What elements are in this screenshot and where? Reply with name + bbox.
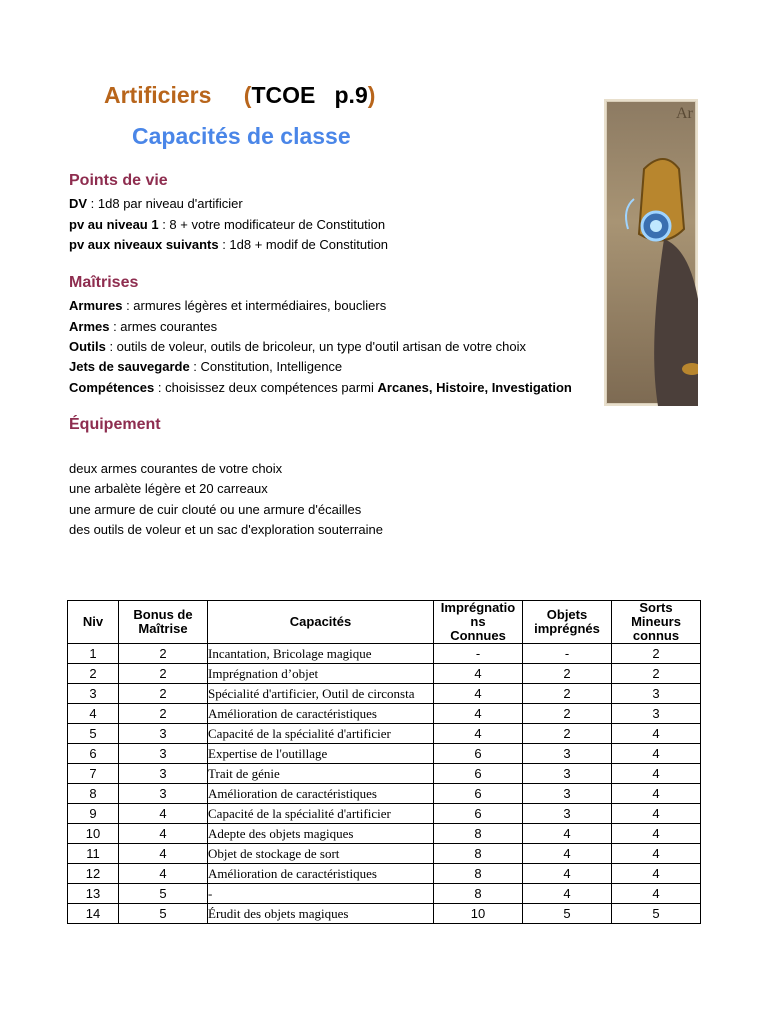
cell-level: 4 (68, 704, 119, 724)
header-line: Mineurs (631, 614, 681, 629)
cell-bonus: 5 (119, 884, 208, 904)
cell-infusions: 8 (434, 844, 523, 864)
table-header-row (68, 601, 701, 644)
cell-infused-items: 5 (523, 904, 612, 924)
cell-bonus: 4 (119, 804, 208, 824)
cell-infused-items: 2 (523, 704, 612, 724)
header-line: Bonus de (133, 607, 193, 622)
weapons-label: Armes (69, 319, 110, 334)
hit-die-text: : 1d8 par niveau d'artificier (87, 196, 243, 211)
header-line: ns (470, 614, 486, 629)
cell-features: Amélioration de caractéristiques (208, 864, 434, 884)
cell-features: Amélioration de caractéristiques (208, 704, 434, 724)
cell-level: 6 (68, 744, 119, 764)
table-row (68, 804, 701, 824)
hit-die-label: DV (69, 196, 88, 211)
cell-infusions: 8 (434, 864, 523, 884)
cell-features: Capacité de la spécialité d'artificier (208, 804, 434, 824)
hit-points-heading: Points de vie (69, 172, 168, 189)
hp-level1-text: : 8 + votre modificateur de Constitution (158, 217, 386, 232)
skills-label: Compétences (69, 380, 155, 395)
cell-infused-items: 2 (523, 664, 612, 684)
illustration-frame-label: Ar (676, 105, 693, 122)
artificer-illustration (604, 99, 698, 406)
cell-infused-items: 4 (523, 824, 612, 844)
col-header-cantrips (612, 601, 701, 644)
cell-infusions: - (434, 644, 523, 664)
cell-features: Incantation, Bricolage magique (208, 644, 434, 664)
cell-level: 10 (68, 824, 119, 844)
cell-cantrips: 4 (612, 724, 701, 744)
cell-cantrips: 3 (612, 684, 701, 704)
cell-level: 14 (68, 904, 119, 924)
cell-infused-items: - (523, 644, 612, 664)
header-line: Maîtrise (138, 621, 188, 636)
cell-infused-items: 3 (523, 804, 612, 824)
weapons-line (69, 319, 217, 335)
cell-infusions: 4 (434, 684, 523, 704)
armor-label: Armures (69, 298, 123, 313)
cell-bonus: 4 (119, 824, 208, 844)
cell-infusions: 6 (434, 764, 523, 784)
cell-features: Amélioration de caractéristiques (208, 784, 434, 804)
header-line: connus (632, 628, 680, 643)
cell-infusions: 6 (434, 744, 523, 764)
col-header-proficiency-bonus (119, 601, 208, 644)
cell-infused-items: 3 (523, 744, 612, 764)
cell-level: 12 (68, 864, 119, 884)
header-line: imprégnés (534, 621, 600, 636)
table-row (68, 724, 701, 744)
header-line: Imprégnatio (440, 600, 516, 615)
tools-label: Outils (69, 339, 106, 354)
col-header-features (208, 601, 434, 644)
cell-cantrips: 4 (612, 744, 701, 764)
cell-cantrips: 4 (612, 844, 701, 864)
skills-line (69, 380, 572, 396)
proficiencies-heading: Maîtrises (69, 274, 139, 291)
col-header-infusions (434, 601, 523, 644)
cell-bonus: 3 (119, 724, 208, 744)
saving-throws-label: Jets de sauvegarde (69, 359, 190, 374)
cell-infusions: 4 (434, 724, 523, 744)
cell-cantrips: 4 (612, 784, 701, 804)
cell-bonus: 3 (119, 784, 208, 804)
artificer-figure-icon (604, 99, 698, 406)
cell-infused-items: 3 (523, 764, 612, 784)
table-row (68, 844, 701, 864)
saving-throws-text: : Constitution, Intelligence (189, 359, 343, 374)
cell-cantrips: 4 (612, 804, 701, 824)
ref-open-paren: ( (243, 82, 252, 108)
cell-level: 2 (68, 664, 119, 684)
cell-level: 3 (68, 684, 119, 704)
cell-bonus: 2 (119, 664, 208, 684)
table-row (68, 704, 701, 724)
hp-next-levels-line (69, 237, 388, 253)
cell-infusions: 8 (434, 884, 523, 904)
cell-bonus: 2 (119, 704, 208, 724)
cell-infusions: 4 (434, 664, 523, 684)
header-line: Capacités (289, 614, 352, 629)
table-row (68, 884, 701, 904)
book-reference: TCOE p.9 (251, 82, 368, 108)
cell-infusions: 6 (434, 784, 523, 804)
header-line: Sorts (639, 600, 673, 615)
skills-options: Arcanes, Histoire, Investigation (377, 380, 572, 395)
cell-features: Érudit des objets magiques (208, 904, 434, 924)
col-header-infused-items (523, 601, 612, 644)
cell-features: Capacité de la spécialité d'artificier (208, 724, 434, 744)
cell-features: - (208, 884, 434, 904)
header-line: Objets (546, 607, 588, 622)
cell-cantrips: 2 (612, 644, 701, 664)
cell-level: 13 (68, 884, 119, 904)
page-title (104, 82, 375, 109)
table-row (68, 764, 701, 784)
hp-next-levels-label: pv aux niveaux suivants (69, 237, 219, 252)
cell-cantrips: 5 (612, 904, 701, 924)
table-row (68, 664, 701, 684)
skills-text: : choisissez deux compétences parmi (154, 380, 378, 395)
cell-level: 11 (68, 844, 119, 864)
cell-features: Adepte des objets magiques (208, 824, 434, 844)
cell-bonus: 2 (119, 644, 208, 664)
table-row (68, 644, 701, 664)
cell-infusions: 8 (434, 824, 523, 844)
cell-features: Trait de génie (208, 764, 434, 784)
cell-bonus: 2 (119, 684, 208, 704)
cell-bonus: 5 (119, 904, 208, 924)
cell-bonus: 4 (119, 844, 208, 864)
cell-features: Objet de stockage de sort (208, 844, 434, 864)
progression-table (67, 600, 701, 924)
cell-infusions: 4 (434, 704, 523, 724)
saving-throws-line (69, 359, 342, 375)
cell-level: 1 (68, 644, 119, 664)
cell-bonus: 4 (119, 864, 208, 884)
cell-infused-items: 4 (523, 864, 612, 884)
cell-cantrips: 4 (612, 824, 701, 844)
cell-infused-items: 3 (523, 784, 612, 804)
cell-cantrips: 4 (612, 884, 701, 904)
armor-text: : armures légères et intermédiaires, boucliers (122, 298, 387, 313)
table-row (68, 824, 701, 844)
cell-level: 8 (68, 784, 119, 804)
equipment-item: des outils de voleur et un sac d'exploration souterraine (69, 522, 383, 537)
cell-infused-items: 2 (523, 724, 612, 744)
cell-infused-items: 2 (523, 684, 612, 704)
cell-cantrips: 3 (612, 704, 701, 724)
cell-level: 9 (68, 804, 119, 824)
tools-text: : outils de voleur, outils de bricoleur, un type d'outil artisan de votre choix (105, 339, 527, 354)
col-header-level (68, 601, 119, 644)
cell-cantrips: 2 (612, 664, 701, 684)
tools-line (69, 339, 526, 355)
cell-cantrips: 4 (612, 764, 701, 784)
table-row (68, 784, 701, 804)
cell-infused-items: 4 (523, 844, 612, 864)
armor-line (69, 298, 386, 314)
table-row (68, 864, 701, 884)
header-line: Connues (450, 628, 506, 643)
table-row (68, 684, 701, 704)
equipment-item: une arbalète légère et 20 carreaux (69, 481, 268, 496)
cell-infusions: 6 (434, 804, 523, 824)
cell-features: Spécialité d'artificier, Outil de circonsta (208, 684, 434, 704)
equipment-item: deux armes courantes de votre choix (69, 461, 283, 476)
cell-features: Imprégnation d’objet (208, 664, 434, 684)
hit-die-line (69, 196, 243, 212)
cell-bonus: 3 (119, 744, 208, 764)
cell-level: 5 (68, 724, 119, 744)
cell-bonus: 3 (119, 764, 208, 784)
hp-level1-line (69, 217, 385, 233)
table-row (68, 744, 701, 764)
hp-next-levels-text: : 1d8 + modif de Constitution (218, 237, 389, 252)
cell-infusions: 10 (434, 904, 523, 924)
hp-level1-label: pv au niveau 1 (69, 217, 159, 232)
page-subtitle: Capacités de classe (132, 123, 351, 149)
weapons-text: : armes courantes (109, 319, 218, 334)
cell-features: Expertise de l'outillage (208, 744, 434, 764)
ref-close-paren: ) (367, 82, 376, 108)
cell-level: 7 (68, 764, 119, 784)
equipment-item: une armure de cuir clouté ou une armure d'écailles (69, 502, 362, 517)
equipment-heading: Équipement (69, 416, 161, 433)
class-name: Artificiers (104, 82, 212, 108)
cell-cantrips: 4 (612, 864, 701, 884)
table-row (68, 904, 701, 924)
cell-infused-items: 4 (523, 884, 612, 904)
header-line: Niv (82, 614, 104, 629)
